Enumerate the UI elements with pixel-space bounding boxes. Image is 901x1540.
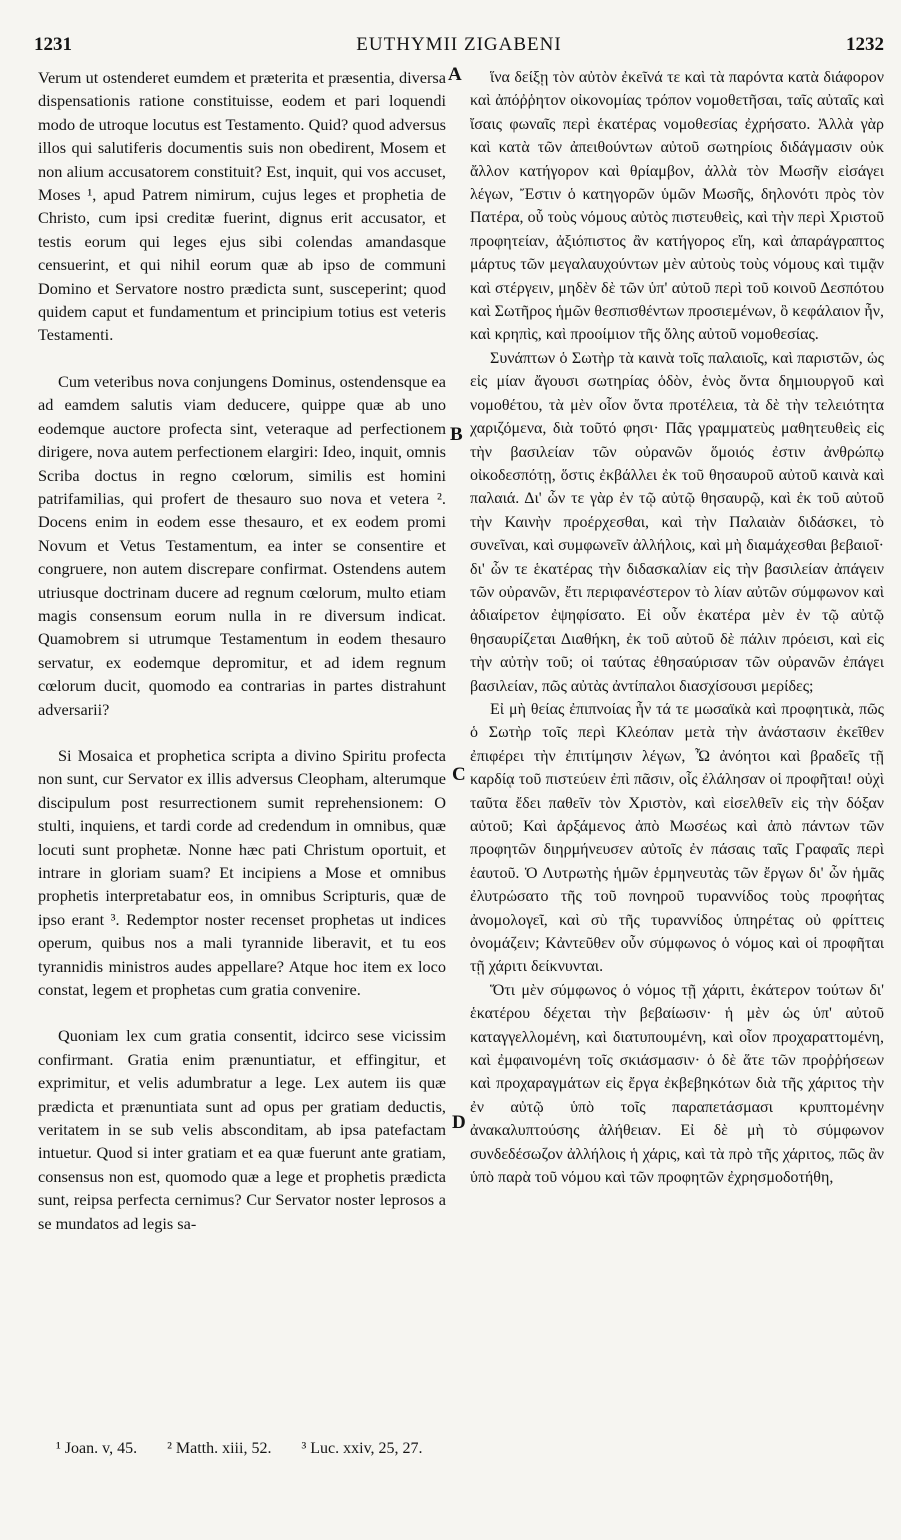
footnotes xyxy=(56,1440,449,1458)
greek-paragraph-2: Συνάπτων ὁ Σωτὴρ τὰ καινὰ τοῖς παλαιοῖς, καὶ παριστῶν, ὡς εἰς μίαν ἄγουσι σωτηρίας ὁδὸν, ἑνὸς ὄντα δημιουργοῦ καὶ νομοθέτου, τὰ μὲν οἷον ὄντα προτέλεια, τὰ δὲ τὴν τελειότητα χαριζόμενα, διὰ τοῦτό φησι· Πᾶς γραμματεὺς μαθητευθεὶς εἰς τὴν βασιλείαν τῶν οὐρανῶν ὅμοιός ἐστιν ἀνθρώπῳ οἰκοδεσπότῃ, ὅστις ἐκβάλλει ἐκ τοῦ θησαυροῦ αὐτοῦ καινὰ καὶ παλαιά. Δι' ὧν τε γὰρ ἐν τῷ αὐτῷ θησαυρῷ, καὶ ἐκ τοῦ αὐτοῦ τὴν Καινὴν προέρχεσθαι, καὶ τὴν Παλαιὰν διδάσκει, τὸ συνεῖναι, καὶ συμφωνεῖν ἀλλήλοις, καὶ μὴ διαμάχεσθαι βεβαιοῖ· δι' ὧν τε ἑκατέρας τὴν διδασκαλίαν εἰς τὴν βασιλείαν ἀπάγειν τῶν οὐρανῶν, ἔτι περιφανέστερον τὸ λίαν αὐτῶν σύμφωνον καὶ ἀδιαίρετον ἐψηφίσατο. Εἰ οὖν ἑκατέρα μὲν ἐν τῷ αὐτῷ θησαυρίζεται Διαθήκη, ἐκ τοῦ αὐτοῦ δὲ πάλιν πρόεισι, καὶ εἰς τὴν αὐτὴν τοῦ; οἱ ταύτας ἐθησαύρισαν τῶν οὐρανῶν ἐπάγει βασιλείαν, πῶς αὐτὰς ἀντίπαλοι διασχίσουσι μερίδες; xyxy=(470,349,884,695)
section-marker-d: D xyxy=(452,1112,466,1133)
page-number-right: 1232 xyxy=(846,34,884,55)
greek-column xyxy=(470,66,884,1190)
section-marker-a: A xyxy=(448,64,462,85)
latin-paragraph-1: Verum ut ostenderet eumdem et præterita et præsentia, diversa dispensationis ratione constituisse, eodem et pari loquendi modo de utroque locutus est Testamento. Quid? quod adversus illos qui salutiferis documentis suis non obedirent, Mosem et non alium accusatorem constituit? Est, inquit, qui vos accuset, Moses ¹, apud Patrem nimirum, cujus leges et prophetia de Christo, cum ipsi creditæ fuerint, dignus erit accusator, et testis eorum qui leges ejus sibi colendas amandasque censuerint, et qui nihil eorum quæ ab ipso de communi Domino et Servatore nostro prædicta sunt, susceperint; quod quidem caput et fundamentum et principium totius est veteris Testamenti. xyxy=(38,68,446,345)
footnote-3: ³ Luc. xxiv, 25, 27. xyxy=(301,1440,423,1457)
section-marker-b: B xyxy=(450,424,463,445)
latin-paragraph-3: Si Mosaica et prophetica scripta a divino Spiritu profecta non sunt, cur Servator ex illis adversus Cleopham, alterumque discipulum post resurrectionem sumit reprehensionem: O stulti, inquiens, et tardi corde ad credendum in omnibus, quæ locuti sunt prophetæ. Nonne hæc pati Christum oportuit, et intrare in gloriam suam? Et incipiens a Mose et omnibus prophetis interpretabatur eos, in omnibus Scripturis, quæ de ipso erant ³. Redemptor noster recenset prophetas ut indices operum, quibus nos a mali tyrannide liberavit, et tu eos tyrannidis ministros audes appellare? Atque hoc item ex loco constat, legem et prophetas cum gratia convenire. xyxy=(38,745,446,1000)
greek-paragraph-3: Εἰ μὴ θείας ἐπιπνοίας ἦν τά τε μωσαϊκὰ καὶ προφητικὰ, πῶς ὁ Σωτὴρ τοῖς περὶ Κλεόπαν μετὰ τὴν ἀνάστασιν ἐκεῖθεν ἐπιφέρει τὴν ἐπιτίμησιν λέγων, Ὦ ἀνόητοι καὶ βραδεῖς τῇ καρδίᾳ τοῦ πιστεύειν ἐπὶ πᾶσιν, οἷς ἐλάλησαν οἱ προφῆται! οὐχὶ ταῦτα ἔδει παθεῖν τὸν Χριστὸν, καὶ εἰσελθεῖν εἰς τὴν δόξαν αὐτοῦ; Καὶ ἀρξάμενος ἀπὸ Μωσέως καὶ ἀπὸ πάντων τῶν προφητῶν διηρμήνευσεν αὐτοῖς ἐν πάσαις ταῖς Γραφαῖς περὶ ἑαυτοῦ. Ὁ Λυτρωτὴς ἡμῶν ἑρμηνευτὰς τῶν ἔργων δι' ὧν ἡμᾶς ἐλυτρώσατο τῆς τοῦ πονηροῦ τυραννίδος τοὺς προφήτας ἀνομολογεῖ, καὶ σὺ τῆς τυραννίδος ὑπηρέτας οὐ φρίττεις ὀνομάζειν; Κἀντεῦθεν οὖν σύμφωνος ὁ νόμος καὶ οἱ προφῆται τῇ χάριτι δείκνυνται. xyxy=(470,700,884,976)
greek-paragraph-4: Ὅτι μὲν σύμφωνος ὁ νόμος τῇ χάριτι, ἑκάτερον τούτων δι' ἑκατέρου δέχεται τὴν βεβαίωσιν· ἡ μὲν ὡς ὑπ' αὐτοῦ καταγγελλομένη, καὶ διατυπουμένη, καὶ οἷον προχαραττομένη, καὶ ἐμφαινομένη τοῖς σκιάσμασιν· ὁ δὲ ἅτε τῶν προῤῥήσεων καὶ προχαραγμάτων εἰς ἔργα ἐκβεβηκότων διὰ τῆς χάριτος τὴν ἐν αὐτῷ ὑπὸ τοῖς παραπετάσμασι κρυπτομένην ἀνακαλυπτούσης ἀλήθειαν. Εἰ δὲ μὴ τὸ σύμφωνον συνδεδέσωζον ἀλλήλοις ἡ χάρις, καὶ τὰ πρὸ τῆς χάριτος, πῶς ἂν ὑπὸ παρὰ τοῦ νόμου καὶ τῶν προφητῶν ἐχρησμοδοτήθη, xyxy=(470,981,884,1187)
page-number-left: 1231 xyxy=(34,34,72,55)
footnote-1: ¹ Joan. v, 45. xyxy=(56,1440,138,1457)
section-marker-c: C xyxy=(452,764,466,785)
running-title: EUTHYMII ZIGABENI xyxy=(356,34,562,55)
footnote-2: ² Matth. xiii, 52. xyxy=(167,1440,272,1457)
page-header xyxy=(34,34,884,62)
latin-paragraph-2: Cum veteribus nova conjungens Dominus, ostendensque ea ad eamdem salutis viam deducere, quippe quæ ab uno eodemque auctore profecta sint, veteraque ad perfectionem dirigere, nova autem perfectionem elargiri: Ideo, inquit, omnis Scriba doctus in regno cœlorum, similis est homini patrifamilias, qui profert de thesauro suo nova et vetera ². Docens enim in eodem esse thesauro, et ex eodem promi Novum et Vetus Testamentum, ea inter se consentire et congruere, non autem discrepare confirmat. Ostendens autem utriusque doctrinam ducere ad regnum cœlorum, multo etiam magis consensum eorum nulla in re diversum indicat. Quamobrem si utrumque Testamentum in eodem thesauro servatur, ex eodemque depromitur, et ad idem regnum cœlorum ducit, quomodo ea contrarias in partes distrahunt adversarii? xyxy=(38,371,446,719)
latin-paragraph-4: Quoniam lex cum gratia consentit, idcirco sese vicissim confirmant. Gratia enim prænuntiatur, et effingitur, et exprimitur, et velis adumbratur a lege. Lex autem iis quæ prædicta et prænuntiata sunt ad opus per gratiam deductis, veritatem in se sub velis absconditam, ab ipsa patefactam intuetur. Quod si inter gratiam et ea quæ fuerunt ante gratiam, consensus non est, quomodo quæ a lege et prophetis prædicta sunt, reipsa perfecta cernimus? Cur Servator noster leprosos a se mundatos ad legis sa- xyxy=(38,1026,446,1233)
greek-paragraph-1: ἵνα δείξῃ τὸν αὐτὸν ἐκεῖνά τε καὶ τὰ παρόντα κατὰ διάφορον καὶ ἀπόῤῥητον οἰκονομίας τρόπον νομοθετῆσαι, ταῖς αὐταῖς καὶ ἴσαις φωναῖς περὶ ἑκατέρας νομοθεσίας ἐχρήσατο. Ἀλλὰ γὰρ καὶ κατὰ τῶν ἀπειθούντων αὐτοῦ σωτηρίοις διδάγμασιν οὐκ ἄλλον κατήγορον καὶ θρίαμβον, ἀλλὰ τὸν Μωσῆν εἰσάγει λέγων, Ἔστιν ὁ κατηγορῶν ὑμῶν Μωσῆς, δηλονότι πρὸς τὸν Πατέρα, οὗ τοὺς νόμους αὐτὸς πιστευθεὶς, καὶ τὴν περὶ Χριστοῦ προφητείαν, ἀξιόπιστος ἂν κατήγορος εἴη, καὶ ἀπαράγραπτος μάρτυς τῶν μεγαλαυχούντων μὲν αὐτοὺς τοὺς νόμους καὶ τιμᾷν καὶ στέργειν, μηδὲν δὲ τῶν ὑπ' αὐτοῦ περὶ τοῦ κοινοῦ Δεσπότου καὶ Σωτῆρος ἡμῶν θεσπισθέντων προσιεμένων, ὃ κεφάλαιον ἦν, καὶ κρηπὶς, καὶ προοίμιον τῆς ὅλης αὐτοῦ νομοθεσίας. xyxy=(470,69,884,344)
column-divider xyxy=(458,66,459,1416)
latin-column xyxy=(38,66,446,1258)
